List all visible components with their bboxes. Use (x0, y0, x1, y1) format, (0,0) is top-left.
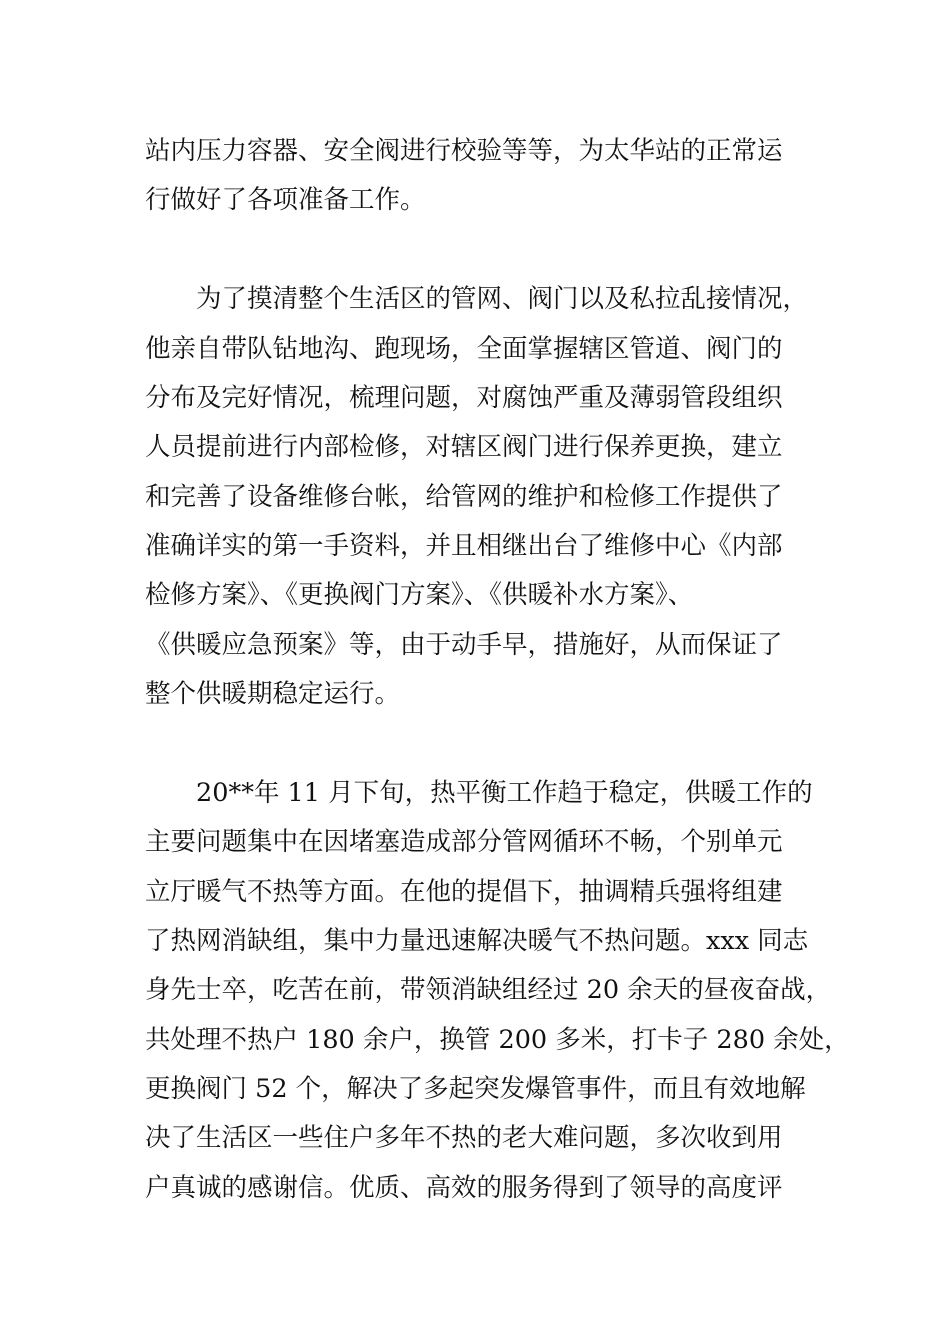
paragraph-2-line-3: 分布及完好情况，梳理问题，对腐蚀严重及薄弱管段组织 (145, 383, 783, 413)
paragraph-2-line-5: 和完善了设备维修台帐，给管网的维护和检修工作提供了 (145, 482, 783, 512)
paragraph-3-line-8: 决了生活区一些住户多年不热的老大难问题，多次收到用 (145, 1123, 783, 1153)
paragraph-2-line-6: 准确详实的第一手资料，并且相继出台了维修中心《内部 (145, 531, 783, 561)
paragraph-2-line-8: 《供暖应急预案》等，由于动手早，措施好，从而保证了 (145, 630, 783, 660)
paragraph-2-line-1: 为了摸清整个生活区的管网、阀门以及私拉乱接情况， (145, 284, 809, 314)
paragraph-2-line-7: 检修方案》、《更换阀门方案》、《供暖补水方案》、 (145, 580, 694, 610)
paragraph-3-line-4: 了热网消缺组，集中力量迅速解决暖气不热问题。xxx 同志 (145, 926, 809, 956)
paragraph-3-line-1: 20**年 11 月下旬，热平衡工作趋于稳定，供暖工作的 (145, 778, 813, 808)
paragraph-3-line-2: 主要问题集中在因堵塞造成部分管网循环不畅，个别单元 (145, 827, 783, 857)
paragraph-2-line-9: 整个供暖期稳定运行。 (145, 679, 401, 709)
paragraph-3-line-5: 身先士卒，吃苦在前，带领消缺组经过 20 余天的昼夜奋战， (145, 975, 832, 1005)
paragraph-2-line-4: 人员提前进行内部检修，对辖区阀门进行保养更换，建立 (145, 432, 783, 462)
paragraph-3-line-3: 立厅暖气不热等方面。在他的提倡下，抽调精兵强将组建 (145, 877, 783, 907)
paragraph-3-line-7: 更换阀门 52 个，解决了多起突发爆管事件，而且有效地解 (145, 1074, 806, 1104)
paragraph-1-line-1: 站内压力容器、安全阀进行校验等等，为太华站的正常运 (145, 136, 783, 166)
paragraph-1-line-2: 行做好了各项准备工作。 (145, 185, 426, 215)
paragraph-3-line-9: 户真诚的感谢信。优质、高效的服务得到了领导的高度评 (145, 1173, 783, 1203)
paragraph-2-line-2: 他亲自带队钻地沟、跑现场，全面掌握辖区管道、阀门的 (145, 334, 783, 364)
paragraph-3-line-6: 共处理不热户 180 余户，换管 200 多米，打卡子 280 余处， (145, 1025, 850, 1055)
